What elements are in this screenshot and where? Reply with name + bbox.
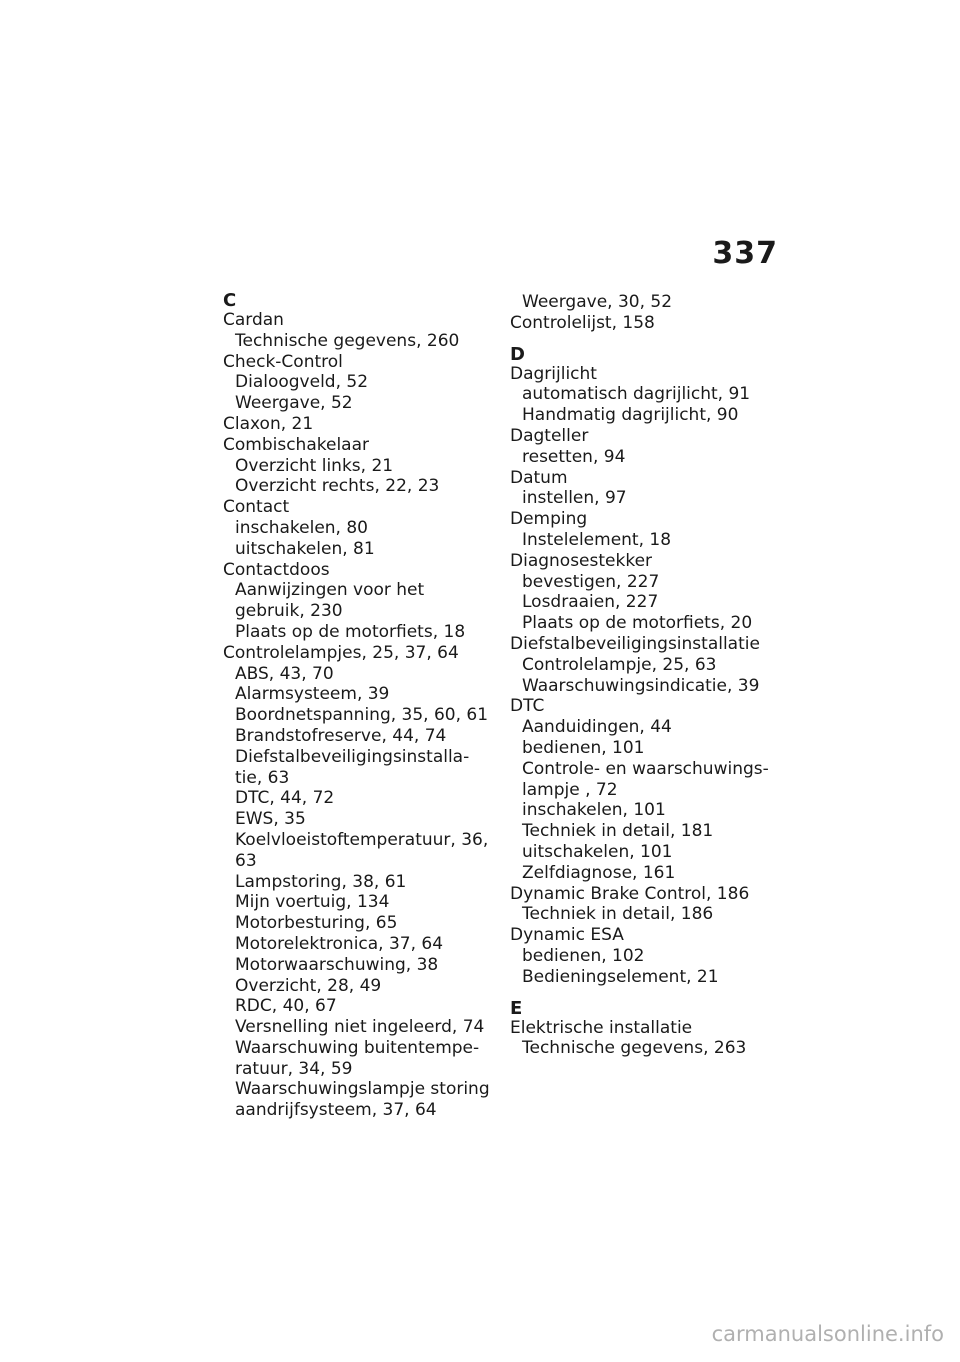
index-column-right bbox=[510, 292, 790, 1059]
index-sub-entry: Weergave, 30, 52 bbox=[522, 292, 673, 312]
watermark-footer[interactable]: carmanualsonline.info bbox=[711, 1322, 944, 1346]
index-sub-entry: resetten, 94 bbox=[522, 446, 626, 467]
index-sub-entry: bedienen, 102 bbox=[522, 945, 645, 966]
index-column-left bbox=[223, 292, 503, 1121]
index-main-entry: Dagteller bbox=[510, 425, 589, 446]
index-sub-entry: Technische gegevens, 263 bbox=[522, 1038, 747, 1059]
index-sub-entry: Overzicht, 28, 49 bbox=[235, 975, 382, 996]
index-sub-entry: Alarmsysteem, 39 bbox=[235, 684, 390, 705]
index-letter-heading: C bbox=[223, 290, 237, 311]
index-sub-entry: Waarschuwingslampje storing bbox=[235, 1079, 490, 1100]
index-sub-entry: Technische gegevens, 260 bbox=[235, 330, 460, 351]
index-sub-entry: uitschakelen, 81 bbox=[235, 538, 375, 559]
index-sub-entry: Aanduidingen, 44 bbox=[522, 717, 672, 738]
index-sub-entry: uitschakelen, 101 bbox=[522, 841, 673, 862]
index-sub-entry: Bedieningselement, 21 bbox=[522, 966, 719, 987]
index-main-entry: Controlelijst, 158 bbox=[510, 312, 655, 333]
index-sub-entry: bevestigen, 227 bbox=[522, 571, 660, 592]
index-sub-entry: Zelfdiagnose, 161 bbox=[522, 862, 676, 883]
index-sub-entry: tie, 63 bbox=[235, 767, 290, 788]
index-sub-entry: aandrijfsysteem, 37, 64 bbox=[235, 1100, 437, 1121]
index-sub-entry: Versnelling niet ingeleerd, 74 bbox=[235, 1017, 485, 1038]
index-sub-entry: gebruik, 230 bbox=[235, 601, 343, 622]
index-sub-entry: lampje , 72 bbox=[522, 779, 618, 800]
index-sub-entry: 63 bbox=[235, 850, 257, 871]
index-sub-entry: Techniek in detail, 186 bbox=[522, 904, 714, 925]
index-sub-entry: Waarschuwing buitentempe- bbox=[235, 1037, 480, 1058]
index-main-entry: Demping bbox=[510, 509, 588, 530]
index-main-entry: Controlelampjes, 25, 37, 64 bbox=[223, 642, 459, 663]
index-sub-entry: RDC, 40, 67 bbox=[235, 996, 337, 1017]
index-sub-entry: EWS, 35 bbox=[235, 809, 306, 830]
index-letter-heading: E bbox=[510, 997, 523, 1019]
index-sub-entry: bedienen, 101 bbox=[522, 737, 645, 758]
index-sub-entry: Controle- en waarschuwings- bbox=[522, 758, 769, 779]
index-sub-entry: Handmatig dagrijlicht, 90 bbox=[522, 405, 739, 426]
index-sub-entry: Diefstalbeveiligingsinstalla- bbox=[235, 746, 470, 767]
index-sub-entry: Controlelampje, 25, 63 bbox=[522, 654, 717, 675]
index-sub-entry: Overzicht rechts, 22, 23 bbox=[235, 476, 440, 497]
index-sub-entry: Motorelektronica, 37, 64 bbox=[235, 933, 444, 954]
index-main-entry: Dagrijlicht bbox=[510, 363, 597, 384]
index-sub-entry: Weergave, 52 bbox=[235, 393, 353, 414]
index-main-entry: Elektrische installatie bbox=[510, 1017, 693, 1038]
index-sub-entry: Plaats op de motorfiets, 20 bbox=[522, 613, 753, 634]
index-main-entry: Combischakelaar bbox=[223, 434, 369, 455]
index-main-entry: Contact bbox=[223, 497, 290, 518]
index-sub-entry: instellen, 97 bbox=[522, 488, 627, 509]
index-sub-entry: Motorbesturing, 65 bbox=[235, 913, 398, 934]
index-main-entry: Contactdoos bbox=[223, 559, 330, 580]
index-main-entry: Claxon, 21 bbox=[223, 413, 314, 434]
index-sub-entry: DTC, 44, 72 bbox=[235, 788, 335, 809]
index-sub-entry: Boordnetspanning, 35, 60, 61 bbox=[235, 705, 489, 726]
index-main-entry: Dynamic Brake Control, 186 bbox=[510, 883, 750, 904]
index-sub-entry: automatisch dagrijlicht, 91 bbox=[522, 384, 751, 405]
index-sub-entry: Instelelement, 18 bbox=[522, 529, 672, 550]
index-sub-entry: Waarschuwingsindicatie, 39 bbox=[522, 675, 760, 696]
index-sub-entry: Aanwijzingen voor het bbox=[235, 580, 425, 601]
index-sub-entry: Techniek in detail, 181 bbox=[522, 821, 714, 842]
page-number: 337 bbox=[712, 236, 778, 271]
index-sub-entry: ABS, 43, 70 bbox=[235, 663, 334, 684]
index-sub-entry: inschakelen, 80 bbox=[235, 517, 368, 538]
index-main-entry: Diagnosestekker bbox=[510, 550, 653, 571]
index-main-entry: Datum bbox=[510, 467, 568, 488]
index-sub-entry: Mijn voertuig, 134 bbox=[235, 892, 390, 913]
index-sub-entry: Dialoogveld, 52 bbox=[235, 372, 369, 393]
index-sub-entry: inschakelen, 101 bbox=[522, 800, 666, 821]
index-sub-entry: Lampstoring, 38, 61 bbox=[235, 871, 407, 892]
index-sub-entry: Brandstofreserve, 44, 74 bbox=[235, 725, 447, 746]
index-sub-entry: Plaats op de motorfiets, 18 bbox=[235, 621, 466, 642]
index-sub-entry: Losdraaien, 227 bbox=[522, 592, 659, 613]
index-sub-entry: Koelvloeistoftemperatuur, 36, bbox=[235, 829, 489, 850]
index-sub-entry: Motorwaarschuwing, 38 bbox=[235, 954, 439, 975]
index-main-entry: Diefstalbeveiligingsinstallatie bbox=[510, 633, 760, 654]
index-main-entry: Cardan bbox=[223, 310, 284, 330]
index-main-entry: DTC bbox=[510, 696, 545, 717]
index-sub-entry: ratuur, 34, 59 bbox=[235, 1058, 353, 1079]
index-sub-entry: Overzicht links, 21 bbox=[235, 455, 394, 476]
index-main-entry: Check-Control bbox=[223, 351, 343, 372]
index-main-entry: Dynamic ESA bbox=[510, 925, 624, 946]
index-letter-heading: D bbox=[510, 343, 525, 365]
